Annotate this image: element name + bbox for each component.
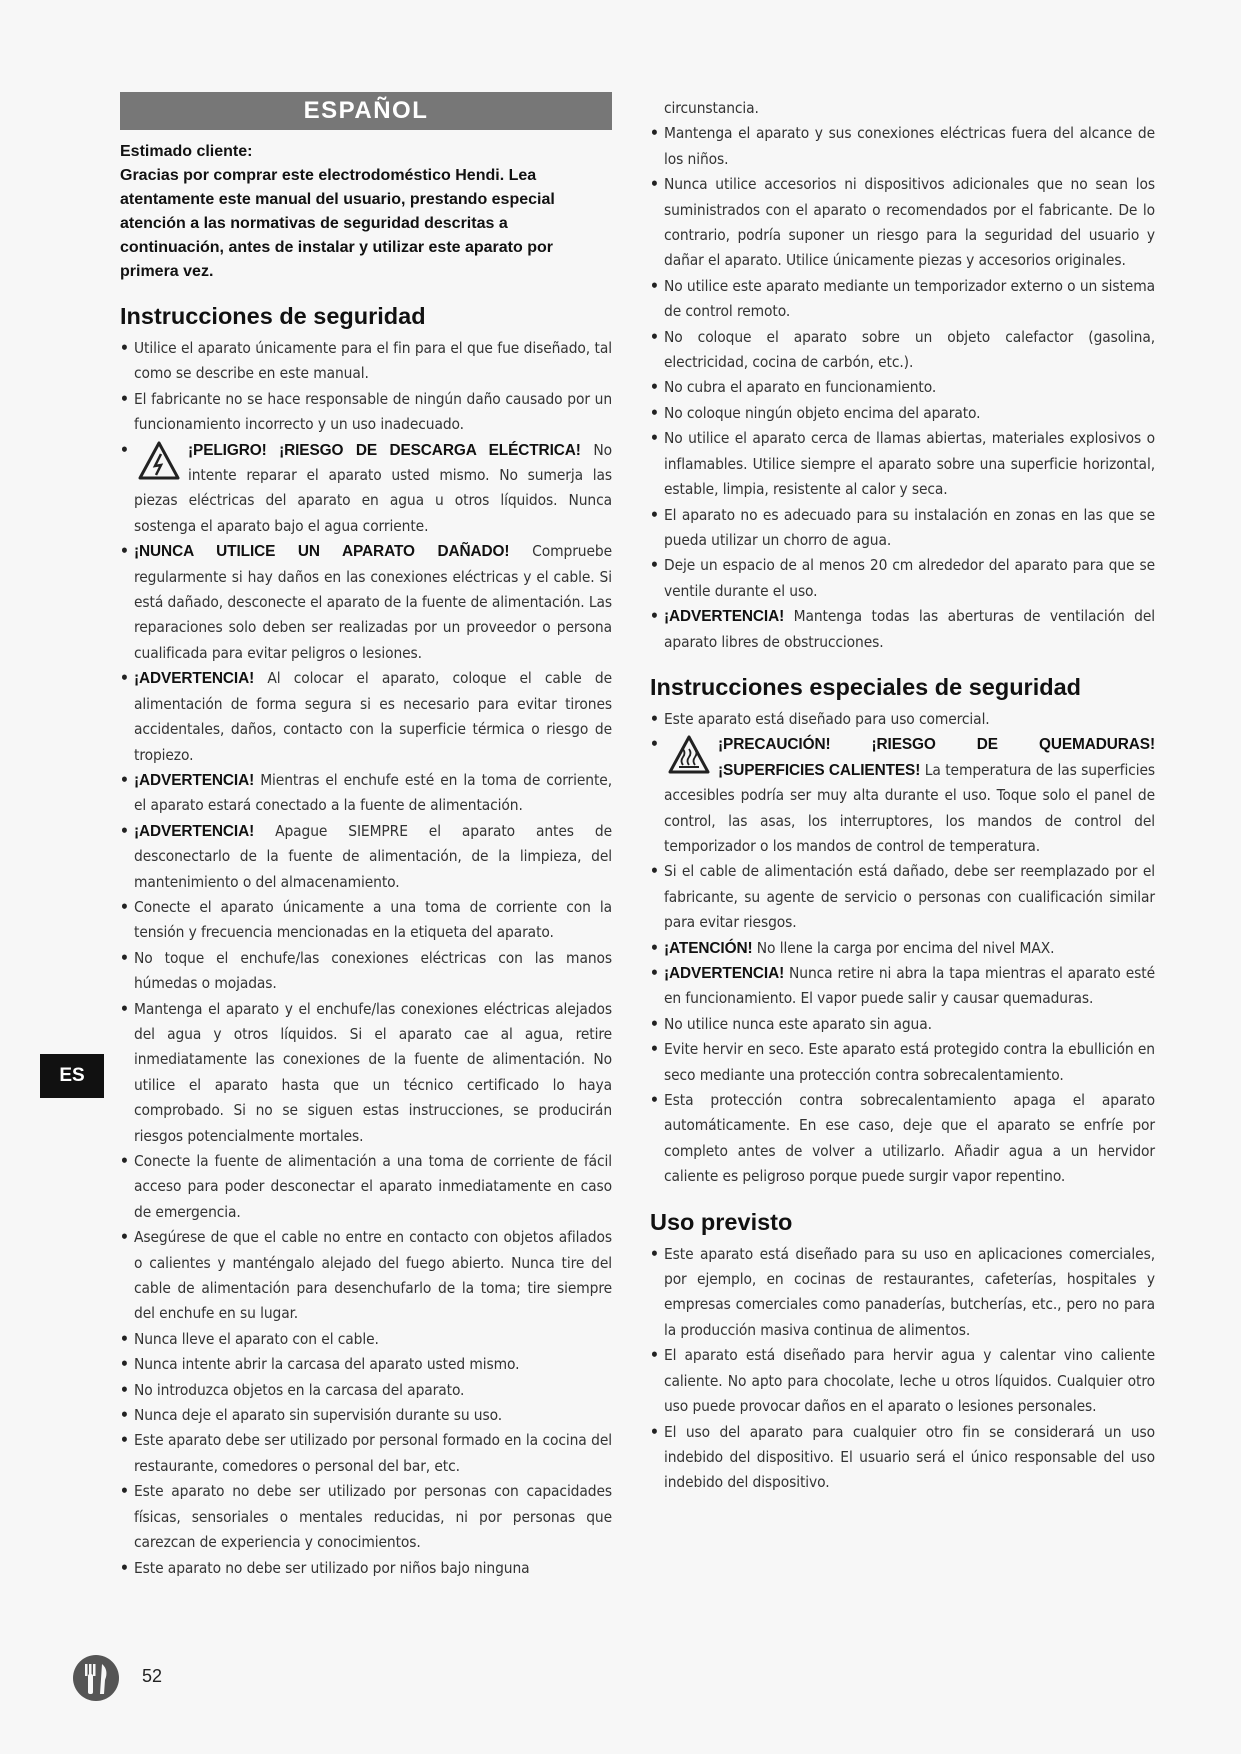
list-item: • No utilice el aparato cerca de llamas abiertas, materiales explosivos o inflamables. Utilice siempre el aparato sobre una superficie horizontal, estable, limpia, resistente al calor y seca.: [650, 426, 1155, 502]
list-item: • ¡ADVERTENCIA! Apague SIEMPRE el aparato antes de desconectarlo de la fuente de alimentación, de la limpieza, del mantenimiento o del almacenamiento.: [120, 819, 612, 895]
page-number: 52: [142, 1666, 163, 1686]
list-item: • ¡ADVERTENCIA! Mientras el enchufe esté en la toma de corriente, el aparato estará conectado a la fuente de alimentación.: [120, 768, 612, 819]
special-safety-list: [650, 707, 1155, 1190]
list-item: • Este aparato está diseñado para su uso en aplicaciones comerciales, por ejemplo, en cocinas de restaurantes, cafeterías, hospitales y empresas comerciales como panaderías, butcherías, etc., pero no para la producción masiva continua de alimentos.: [650, 1242, 1155, 1344]
list-item: • No toque el enchufe/las conexiones eléctricas con las manos húmedas o mojadas.: [120, 946, 612, 997]
intended-use-list: [650, 1242, 1155, 1496]
list-item: • Utilice el aparato únicamente para el fin para el que fue diseñado, tal como se describe en este manual.: [120, 336, 612, 387]
list-item: • Nunca lleve el aparato con el cable.: [120, 1327, 612, 1352]
list-item: • Nunca utilice accesorios ni dispositivos adicionales que no sean los suministrados con el aparato o recomendados por el fabricante. De lo contrario, podría suponer un riesgo para la seguridad del usuario y dañar el aparato. Utilice únicamente piezas y accesorios originales.: [650, 172, 1155, 274]
cutlery-logo-icon: [72, 1654, 120, 1702]
list-item: • ¡ADVERTENCIA! Mantenga todas las aberturas de ventilación del aparato libres de obstrucciones.: [650, 604, 1155, 655]
list-item-continuation: circunstancia.: [664, 99, 759, 117]
list-item: • El uso del aparato para cualquier otro fin se considerará un uso indebido del dispositivo. El usuario será el único responsable del uso indebido del dispositivo.: [650, 1420, 1155, 1496]
list-item: • Asegúrese de que el cable no entre en contacto con objetos afilados o calientes y manténgalo alejado del fuego abierto. Nunca tire del cable de alimentación para desenchufarlo de la toma; tire siempre del enchufe en su lugar.: [120, 1225, 612, 1327]
list-item: • ¡PELIGRO! ¡RIESGO DE DESCARGA ELÉCTRICA! No intente reparar el aparato usted mismo. No sumerja las piezas eléctricas del aparato en agua u otros líquidos. Nunca sostenga el aparato bajo el agua corriente.: [120, 438, 612, 540]
safety-list: [120, 336, 612, 1581]
list-item: • El fabricante no se hace responsable de ningún daño causado por un funcionamiento incorrecto y un uso inadecuado.: [120, 387, 612, 438]
list-item: • Conecte la fuente de alimentación a una toma de corriente de fácil acceso para poder desconectar el aparato inmediatamente en caso de emergencia.: [120, 1149, 612, 1225]
list-item: • No coloque el aparato sobre un objeto calefactor (gasolina, electricidad, cocina de carbón, etc.).: [650, 325, 1155, 376]
list-item: • ¡ATENCIÓN! No llene la carga por encima del nivel MAX.: [650, 936, 1155, 961]
list-item: • El aparato está diseñado para hervir agua y calentar vino caliente caliente. No apto para chocolate, leche u otros líquidos. Cualquier otro uso puede provocar daños en el aparato o lesiones personales.: [650, 1343, 1155, 1419]
intro-text: Gracias por comprar este electrodoméstico Hendi. Lea atentamente este manual del usuario, prestando especial atención a las normativas de seguridad descritas a continuación, antes de instalar y utilizar este aparato por primera vez.: [120, 167, 555, 280]
list-item: • Mantenga el aparato y sus conexiones eléctricas fuera del alcance de los niños.: [650, 121, 1155, 172]
list-item: • ¡NUNCA UTILICE UN APARATO DAÑADO! Compruebe regularmente si hay daños en las conexiones eléctricas y el cable. Si está dañado, desconecte el aparato de la fuente de alimentación. Las reparaciones solo deben ser realizadas por un proveedor o persona cualificada para evitar peligros o lesiones.: [120, 539, 612, 666]
intended-use-title: Uso previsto: [650, 1208, 793, 1235]
list-item: • Este aparato no debe ser utilizado por personas con capacidades físicas, sensoriales o mentales reducidas, ni por personas que carezcan de experiencia y conocimientos.: [120, 1479, 612, 1555]
list-item: • Evite hervir en seco. Este aparato está protegido contra la ebullición en seco mediante una protección contra sobrecalentamiento.: [650, 1037, 1155, 1088]
list-item: • Mantenga el aparato y el enchufe/las conexiones eléctricas alejados del agua y otros líquidos. Si el aparato cae al agua, retire inmediatamente las conexiones de la fuente de alimentación. No utilice el aparato hasta que un técnico certificado lo haya comprobado. Si no se siguen estas instrucciones, se producirán riesgos potencialmente mortales.: [120, 997, 612, 1149]
list-item: • No cubra el aparato en funcionamiento.: [650, 375, 1155, 400]
list-item: • Esta protección contra sobrecalentamiento apaga el aparato automáticamente. En ese caso, deje que el aparato se enfríe por completo antes de volver a utilizarlo. Añadir agua a un hervidor caliente es peligroso porque puede surgir vapor repentino.: [650, 1088, 1155, 1190]
list-item: • No utilice nunca este aparato sin agua.: [650, 1012, 1155, 1037]
list-item: • Nunca intente abrir la carcasa del aparato usted mismo.: [120, 1352, 612, 1377]
special-safety-title: Instrucciones especiales de seguridad: [650, 673, 1082, 700]
list-item: • Si el cable de alimentación está dañado, debe ser reemplazado por el fabricante, su agente de servicio o personas con cualificación similar para evitar riesgos.: [650, 859, 1155, 935]
list-item: • No introduzca objetos en la carcasa del aparato.: [120, 1378, 612, 1403]
language-header: ESPAÑOL: [120, 92, 612, 130]
safety-title: Instrucciones de seguridad: [120, 303, 426, 329]
language-side-tab: ES: [40, 1054, 104, 1098]
list-item: • No utilice este aparato mediante un temporizador externo o un sistema de control remoto.: [650, 274, 1155, 325]
list-item: • No coloque ningún objeto encima del aparato.: [650, 401, 1155, 426]
list-item: • ¡ADVERTENCIA! Nunca retire ni abra la tapa mientras el aparato esté en funcionamiento. El vapor puede salir y causar quemaduras.: [650, 961, 1155, 1012]
list-item: • ¡ADVERTENCIA! Al colocar el aparato, coloque el cable de alimentación de forma segura si es necesario para evitar tirones accidentales, daños, contacto con la superficie térmica o riesgo de tropiezo.: [120, 666, 612, 768]
electric-shock-warning-icon: [138, 440, 180, 482]
list-item: • Este aparato debe ser utilizado por personal formado en la cocina del restaurante, comedores o personal del bar, etc.: [120, 1428, 612, 1479]
intro-greeting: Estimado cliente:: [120, 143, 253, 160]
safety-list-continued: [650, 96, 1155, 655]
right-column: [650, 96, 1155, 1496]
left-column: [120, 92, 612, 1581]
list-item: • El aparato no es adecuado para su instalación en zonas en las que se pueda utilizar un chorro de agua.: [650, 503, 1155, 554]
list-item: • ¡PRECAUCIÓN! ¡RIESGO DE QUEMADURAS! ¡SUPERFICIES CALIENTES! La temperatura de las superficies accesibles podría ser muy alta durante el uso. Toque solo el panel de control, las asas, los interruptores, los mandos de control del temporizador o los mandos de control de temperatura.: [650, 732, 1155, 859]
list-item: • Este aparato no debe ser utilizado por niños bajo ninguna: [120, 1556, 612, 1581]
list-item: • Nunca deje el aparato sin supervisión durante su uso.: [120, 1403, 612, 1428]
hot-surface-warning-icon: [668, 734, 710, 776]
list-item: • Deje un espacio de al menos 20 cm alrededor del aparato para que se ventile durante el uso.: [650, 553, 1155, 604]
list-item: • Este aparato está diseñado para uso comercial.: [650, 707, 1155, 732]
list-item: • Conecte el aparato únicamente a una toma de corriente con la tensión y frecuencia mencionadas en la etiqueta del aparato.: [120, 895, 612, 946]
